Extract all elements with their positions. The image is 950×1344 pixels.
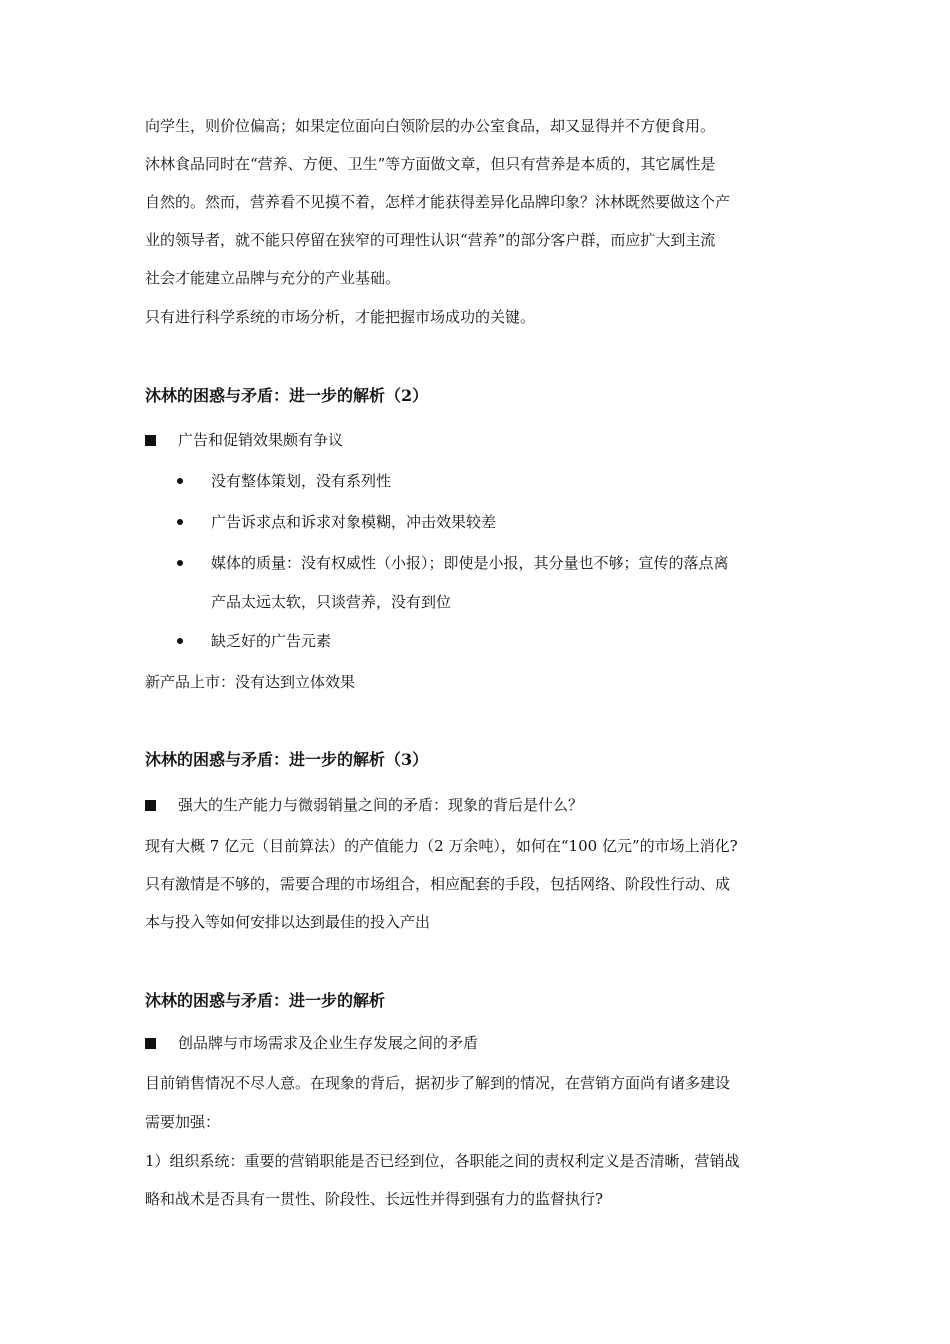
square-bullet-icon	[145, 1038, 156, 1049]
intro-line-6: 只有进行科学系统的市场分析，才能把握市场成功的关键。	[145, 308, 536, 326]
intro-line-2: 沐林食品同时在“营养、方便、卫生”等方面做文章，但只有营养是本质的，其它属性是	[145, 155, 716, 173]
intro-line-3: 自然的。然而，营养看不见摸不着，怎样才能获得差异化品牌印象？沐林既然要做这个产	[145, 193, 731, 211]
section-4-heading: 沐林的困惑与矛盾：进一步的解析	[145, 991, 386, 1010]
section-4-line-3: 1）组织系统：重要的营销职能是否已经到位，各职能之间的责权利定义是否清晰，营销战	[145, 1152, 740, 1170]
section-2-square-item: 广告和促销效果颇有争议	[178, 431, 344, 449]
section-4-line-2: 需要加强：	[145, 1113, 221, 1131]
bullet-dot-icon	[177, 638, 183, 644]
section-2-bullet-2: 广告诉求点和诉求对象模糊，冲击效果较差	[211, 513, 497, 531]
square-bullet-icon	[145, 435, 156, 446]
intro-line-5: 社会才能建立品牌与充分的产业基础。	[145, 269, 401, 287]
section-4-line-1: 目前销售情况不尽人意。在现象的背后，据初步了解到的情况，在营销方面尚有诸多建设	[145, 1074, 731, 1092]
bullet-dot-icon	[177, 560, 183, 566]
section-3-square-item: 强大的生产能力与微弱销量之间的矛盾：现象的背后是什么？	[178, 796, 584, 814]
section-3-heading: 沐林的困惑与矛盾：进一步的解析（3）	[145, 750, 429, 769]
intro-line-1: 向学生，则价位偏高；如果定位面向白领阶层的办公室食品，却又显得并不方便食用。	[145, 117, 716, 135]
section-3-line-1: 现有大概 7 亿元（目前算法）的产值能力（2 万余吨），如何在“100 亿元”的市场上消化?	[145, 837, 738, 855]
bullet-dot-icon	[177, 519, 183, 525]
intro-line-4: 业的领导者，就不能只停留在狭窄的可理性认识“营养”的部分客户群，而应扩大到主流	[145, 231, 716, 249]
section-3-line-3: 本与投入等如何安排以达到最佳的投入产出	[145, 913, 431, 931]
section-4-square-item: 创品牌与市场需求及企业生存发展之间的矛盾	[178, 1034, 479, 1052]
section-3-line-2: 只有激情是不够的，需要合理的市场组合，相应配套的手段，包括网络、阶段性行动、成	[145, 875, 731, 893]
section-2-bullet-3: 媒体的质量：没有权威性（小报）；即使是小报，其分量也不够；宣传的落点离	[211, 554, 729, 572]
square-bullet-icon	[145, 800, 156, 811]
section-4-line-4: 略和战术是否具有一贯性、阶段性、长远性并得到强有力的监督执行?	[145, 1190, 604, 1208]
section-2-bullet-1: 没有整体策划，没有系列性	[211, 472, 392, 490]
section-2-bullet-3-cont: 产品太远太软，只谈营养，没有到位	[211, 593, 452, 611]
section-2-bullet-4: 缺乏好的广告元素	[211, 632, 332, 650]
bullet-dot-icon	[177, 478, 183, 484]
section-2-after-text: 新产品上市：没有达到立体效果	[145, 673, 356, 691]
section-2-heading: 沐林的困惑与矛盾：进一步的解析（2）	[145, 386, 429, 405]
